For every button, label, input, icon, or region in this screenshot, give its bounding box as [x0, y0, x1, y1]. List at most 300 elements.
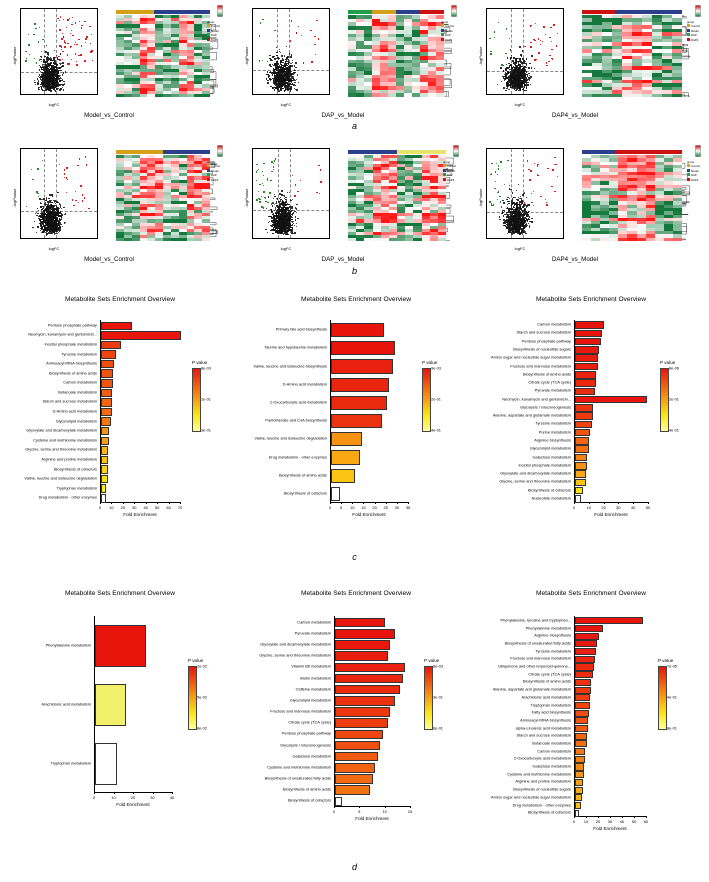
bar [575, 429, 590, 437]
category-label: Butanoate metabolism [532, 740, 571, 746]
chart-title: Metabolite Sets Enrichment Overview [65, 590, 175, 597]
bar [335, 674, 403, 684]
bar [575, 663, 594, 670]
bar [101, 350, 116, 359]
bar [575, 779, 583, 786]
bar [575, 748, 585, 755]
bar [331, 396, 387, 410]
category-label: Amino sugar and nucleotide sugar metabolism [490, 354, 571, 360]
bar [575, 445, 589, 453]
bar [101, 389, 112, 398]
comparison-title-b3: DAP4_vs_Model [551, 256, 599, 263]
category-label: Glycerolipid metabolism [529, 445, 571, 451]
x-tick-label: 40 [143, 505, 148, 510]
category-label: D-Amino acid metabolism [52, 408, 97, 414]
category-label: Biosynthesis of amino acids [278, 472, 327, 478]
bar [575, 787, 583, 794]
heatmap-grid [582, 15, 682, 97]
bar [575, 346, 599, 354]
legend-colorbar [188, 666, 197, 730]
bar [575, 338, 601, 346]
bar [95, 625, 146, 667]
legend-tick: 3e-01 [201, 427, 211, 433]
heatmap-grid [116, 155, 210, 241]
chart-title: Metabolite Sets Enrichment Overview [301, 590, 411, 597]
plot-area [334, 616, 411, 807]
bar [575, 633, 599, 640]
bar [575, 479, 586, 487]
category-label: Pentose phosphate pathway [281, 730, 331, 736]
category-label: Carbon metabolism [537, 321, 571, 327]
bar [331, 432, 362, 446]
category-label: D-Amino acid metabolism [282, 381, 327, 387]
comparison-title-b1: Model_vs_Control [84, 256, 134, 263]
color-key [217, 144, 226, 156]
bar [101, 494, 106, 503]
bar [575, 388, 595, 396]
bar [101, 427, 109, 436]
category-label: Tyrosine metabolism [61, 351, 97, 356]
enrichment-chart-c2 [238, 296, 474, 554]
category-label: Tryptophan metabolism [56, 485, 97, 491]
x-tick-label: 5 [358, 809, 361, 814]
category-label: 2-Oxocarboxylic acid metabolism [513, 755, 571, 761]
bar [331, 341, 395, 355]
bar [335, 730, 383, 740]
category-label: Nucleotide metabolism [531, 495, 571, 501]
legend-tick: 3e-01 [433, 694, 443, 700]
color-key [217, 4, 226, 16]
color-key [695, 144, 704, 156]
bar [101, 369, 113, 378]
bar [575, 404, 593, 412]
bar [575, 617, 643, 624]
group-color-bar [116, 10, 210, 14]
category-label: Citrate cycle (TCA cycle) [528, 379, 571, 385]
plot-frame [486, 148, 564, 239]
category-label: Biosynthesis of amino acids [282, 786, 331, 792]
category-label: Glyoxylate and dicarboxylate metabolism [26, 427, 97, 433]
legend-title: P value [192, 360, 208, 365]
category-label: Tyrosine metabolism [535, 420, 571, 426]
category-label: Carbon metabolism [297, 619, 331, 625]
group-color-bar [348, 10, 444, 14]
x-tick-label: 60 [643, 819, 649, 824]
category-label: Glycolysis / Gluconeogenesis [520, 404, 571, 410]
panel-c [0, 296, 709, 568]
x-axis-label: Fold Enrichment [594, 512, 628, 517]
bar [575, 710, 589, 717]
category-label: Arginine and proline metabolism [41, 456, 97, 462]
legend-tick: 8e-03 [201, 365, 211, 371]
row-b [0, 138, 709, 278]
bar [575, 371, 596, 379]
category-label: Inositol phosphate metabolism [518, 462, 571, 468]
x-tick-label: 20 [372, 505, 377, 510]
category-label: Fructose and mannose metabolism [510, 363, 571, 368]
x-tick-label: 30 [394, 505, 400, 510]
legend-tick: 6e-01 [433, 725, 443, 731]
bar [101, 408, 112, 417]
bar [575, 733, 587, 740]
chart-title: Metabolite Sets Enrichment Overview [301, 296, 411, 303]
bar [575, 763, 584, 770]
x-tick-label: 40 [619, 819, 625, 824]
legend-tick: 1e-01 [201, 396, 211, 402]
axis-label-y: -logPvalue [11, 46, 17, 66]
bar [575, 363, 598, 371]
group-color-bar [116, 150, 210, 154]
category-label: Phenylalanine, tyrosine and tryptophan... [500, 617, 571, 623]
x-tick-label: 0 [572, 505, 576, 510]
bar [101, 484, 106, 493]
bar [335, 685, 400, 695]
bar [575, 794, 582, 801]
x-tick-label: 30 [150, 795, 155, 800]
bar [335, 651, 388, 661]
axis-label-x: logFC [280, 102, 292, 107]
x-tick-label: 0 [328, 505, 332, 510]
category-label: Tryptophan metabolism [50, 760, 91, 766]
bar [331, 469, 355, 483]
panel-label-d: d [351, 862, 357, 872]
bar [575, 810, 579, 817]
category-label: Fatty acid biosynthesis [531, 709, 571, 715]
x-tick-label: 35 [405, 505, 411, 510]
category-label: Purine metabolism [538, 429, 571, 435]
x-tick-label: 0 [572, 819, 576, 824]
axis-label-y: -logPvalue [243, 188, 249, 208]
category-label: Biosynthesis of unsaturated fatty acids [504, 640, 571, 646]
chart-title: Metabolite Sets Enrichment Overview [536, 590, 646, 597]
legend-tick: 5e-02 [197, 694, 207, 700]
volcano-plot-b3 [472, 144, 568, 252]
bar [335, 763, 375, 773]
category-label: Citrate cycle (TCA cycle) [528, 671, 571, 677]
bar [575, 679, 591, 686]
plot-frame [20, 148, 98, 239]
bar [575, 462, 587, 470]
bar [575, 396, 647, 404]
category-label: Biosynthesis of amino acids [522, 371, 571, 377]
heatmap-a1: group Control Model DAP DAP4 [108, 2, 226, 110]
bar [575, 717, 588, 724]
category-label: Biosynthesis of cofactors [527, 809, 571, 815]
category-label: Butanoate metabolism [58, 389, 97, 395]
category-label: Alanine, aspartate and glutamate metabolism [492, 686, 571, 692]
axis-label-y: -logPvalue [11, 188, 17, 208]
legend-title: P value [422, 360, 438, 365]
category-label: Phenylalanine metabolism [45, 642, 91, 648]
plot-area [574, 320, 649, 503]
axis-label-x: logFC [280, 246, 292, 251]
comparison-title-a1: Model_vs_Control [84, 112, 134, 119]
bar [331, 450, 360, 464]
bar [101, 379, 113, 388]
axis-label-y: -logPvalue [477, 188, 483, 208]
bar [101, 322, 132, 331]
legend-title: P value [188, 658, 204, 663]
x-tick-label: 10 [111, 795, 116, 800]
plot-area [330, 320, 409, 503]
x-tick-label: 20 [120, 505, 126, 510]
category-label: Glyoxylate and dicarboxylate metabolism [500, 470, 571, 476]
legend-colorbar [422, 368, 431, 432]
bar [331, 323, 384, 337]
bar [101, 417, 111, 426]
x-tick-label: 20 [595, 819, 601, 824]
category-label: Starch and sucrose metabolism [516, 732, 571, 738]
color-key [695, 4, 704, 16]
x-tick-label: 50 [645, 505, 651, 510]
bar [575, 487, 583, 495]
category-label: Arachidonic acid metabolism [521, 694, 571, 700]
category-label: Pyruvate metabolism [294, 630, 331, 636]
x-axis-label: Fold Enrichment [355, 816, 389, 821]
comparison-title-a2: DAP_vs_Model [321, 112, 365, 119]
bar [101, 398, 112, 407]
category-label: Pantothenate and CoA biosynthesis [265, 417, 327, 423]
legend-tick: 8e-01 [667, 725, 677, 731]
bar [575, 740, 587, 747]
bar [101, 360, 114, 369]
bar [101, 465, 108, 474]
bar [335, 741, 380, 751]
x-axis-label: Fold Enrichment [593, 826, 627, 831]
legend-colorbar [424, 666, 433, 730]
legend-tick: 8e-02 [197, 725, 207, 731]
bar [331, 359, 393, 373]
legend-tick: 7e-06 [667, 663, 677, 669]
category-label: Aminoacyl-tRNA biosynthesis [520, 717, 571, 723]
category-label: Valine, leucine and isoleucine degradation [24, 475, 97, 481]
bar [575, 421, 592, 429]
category-label: Glycine, serine and threonine metabolism [499, 478, 571, 484]
plot-frame [252, 148, 330, 239]
category-label: Glycerolipid metabolism [289, 697, 331, 703]
enrichment-chart-c1 [2, 296, 238, 554]
bar [575, 412, 593, 420]
bar [575, 756, 585, 763]
category-label: Tryptophan metabolism [530, 702, 571, 707]
x-tick-label: 0 [92, 795, 96, 800]
bar [335, 718, 388, 728]
category-label: Carbon metabolism [63, 379, 97, 385]
group-color-bar [582, 150, 682, 154]
bar [335, 618, 385, 628]
category-label: Cysteine and methionine metabolism [507, 771, 571, 777]
bar [575, 648, 596, 655]
category-label: Arginine biosynthesis [534, 632, 571, 638]
category-label: Arachidonic acid metabolism [41, 701, 91, 707]
x-tick-label: 15 [361, 505, 366, 510]
category-label: Galactose metabolism [532, 454, 571, 459]
bar [335, 696, 395, 706]
bar [335, 774, 373, 784]
category-label: Citrate cycle (TCA cycle) [288, 719, 331, 725]
category-label: Arginine and proline metabolism [515, 778, 571, 784]
axis-label-y: -logPvalue [243, 46, 249, 66]
panel-label-a: a [351, 121, 357, 131]
bar [335, 752, 378, 762]
category-label: Biosynthesis of nucleotide sugars [513, 346, 571, 352]
x-tick-label: 40 [169, 795, 175, 800]
bar [575, 656, 595, 663]
category-label: Pentose phosphate pathway [47, 322, 97, 328]
category-label: Alanine, aspartate and glutamate metabolism [492, 412, 571, 418]
category-label: Drug metabolism - other enzymes [512, 802, 571, 807]
enrichment-chart-d2 [238, 590, 474, 862]
bar [331, 487, 340, 501]
enrichment-chart-d1 [2, 590, 238, 862]
category-label: Biotin metabolism [300, 675, 331, 680]
bar [575, 330, 602, 338]
plot-area [574, 616, 647, 817]
category-label: Valine, leucine and isoleucine biosynthesis [253, 363, 327, 368]
x-tick-label: 10 [583, 819, 589, 824]
chart-title: Metabolite Sets Enrichment Overview [536, 296, 646, 303]
bar [575, 771, 584, 778]
x-tick-label: 0 [98, 505, 102, 510]
panel-label-b: b [351, 266, 357, 276]
bar [101, 456, 108, 465]
bar [335, 663, 405, 673]
bar [575, 802, 581, 809]
category-label: Carbon metabolism [537, 748, 571, 754]
x-tick-label: 10 [586, 505, 592, 510]
x-tick-label: 10 [350, 505, 355, 510]
category-label: Cysteine and methionine metabolism [33, 437, 97, 443]
x-tick-label: 10 [382, 809, 387, 814]
category-label: Ubiquinone and other terpenoid-quinone... [498, 663, 571, 669]
axis-label-y: -logPvalue [477, 46, 483, 66]
category-label: Glyoxylate and dicarboxylate metabolism [260, 641, 331, 647]
legend-tick: 4e-01 [431, 427, 441, 433]
category-label: Starch and sucrose metabolism [42, 398, 97, 404]
category-label: Drug metabolism - other enzymes [38, 494, 97, 500]
bar [575, 640, 597, 647]
bar [575, 687, 591, 694]
comparison-title-b2: DAP_vs_Model [321, 256, 365, 263]
bar [101, 475, 108, 484]
panel-d [0, 588, 709, 882]
heatmap-b1: group Control Model DAP DAP4 [108, 142, 226, 254]
bar [101, 446, 108, 455]
category-label: alpha-Linolenic acid metabolism [515, 725, 571, 730]
bar [575, 625, 603, 632]
category-label: Biosynthesis of cofactors [287, 797, 331, 803]
category-label: Glycerolipid metabolism [55, 418, 97, 424]
x-tick-label: 0 [332, 809, 336, 814]
category-label: Primary bile acid biosynthesis [275, 326, 327, 332]
category-label: Glycine, serine and threonine metabolism [25, 446, 97, 452]
plot-area [94, 616, 173, 793]
color-key [453, 144, 462, 156]
legend-tick: 2e-01 [431, 396, 441, 402]
volcano-plot-b2 [238, 144, 334, 252]
heatmap-grid [348, 15, 444, 97]
plot-frame [486, 8, 564, 95]
legend-title: P value [660, 360, 676, 365]
category-label: Fructose and mannose metabolism [510, 655, 571, 661]
category-label: Galactose metabolism [532, 763, 571, 769]
bar [335, 629, 395, 639]
category-label: Arginine biosynthesis [534, 437, 571, 443]
category-label: Tyrosine metabolism [535, 648, 571, 654]
x-tick-label: 20 [601, 505, 606, 510]
x-tick-label: 30 [607, 819, 613, 824]
group-color-bar [348, 150, 446, 154]
bar [101, 331, 181, 340]
x-tick-label: 50 [631, 819, 637, 824]
category-label: Neomycin, kanamycin and gentamicin... [502, 396, 571, 402]
bar [575, 379, 596, 387]
bar [101, 437, 109, 446]
plot-frame [252, 8, 330, 95]
panel-label-c: c [352, 552, 357, 562]
bar [575, 725, 588, 732]
axis-label-x: logFC [514, 246, 526, 251]
axis-label-x: logFC [514, 102, 526, 107]
axis-label-x: logFC [48, 246, 60, 251]
axis-label-x: logFC [48, 102, 60, 107]
category-label: Inositol phosphate metabolism [44, 341, 97, 347]
category-label: Biosynthesis of unsaturated fatty acids [264, 775, 331, 781]
bar [575, 671, 593, 678]
x-tick-label: 30 [132, 505, 137, 510]
category-label: Phenylalanine metabolism [525, 625, 571, 630]
heatmap-b2: group Control Model DAP DAP4 [340, 142, 462, 254]
bar [331, 378, 389, 392]
x-tick-label: 10 [109, 505, 114, 510]
x-tick-label: 15 [407, 809, 413, 814]
x-tick-label: 5 [339, 505, 343, 510]
comparison-title-a3: DAP4_vs_Model [551, 112, 599, 119]
enrichment-chart-c3 [474, 296, 708, 554]
row-a [0, 0, 709, 132]
category-label: Starch and sucrose metabolism [516, 329, 571, 335]
category-label: Drug metabolism - other enzymes [268, 454, 327, 459]
bar [95, 743, 117, 785]
color-key [451, 4, 460, 16]
category-label: Taurine and hypotaurine metabolism [264, 344, 327, 350]
bar [101, 341, 121, 350]
category-label: Cysteine and methionine metabolism [267, 764, 331, 770]
x-tick-label: 30 [616, 505, 621, 510]
bar [575, 470, 586, 478]
category-label: 2-Oxocarboxylic acid metabolism [269, 399, 327, 405]
x-axis-label: Fold Enrichment [116, 802, 150, 807]
category-label: Vitamin B6 metabolism [291, 663, 331, 669]
bar [335, 785, 370, 795]
category-label: Aminoacyl-tRNA biosynthesis [46, 360, 97, 366]
group-color-bar [582, 10, 682, 14]
category-label: Biosynthesis of amino acids [522, 678, 571, 684]
category-label: Caffeine metabolism [295, 686, 331, 692]
category-label: Biosynthesis of cofactors [53, 466, 97, 471]
heatmap-grid [348, 155, 446, 241]
category-label: Galactose metabolism [292, 753, 331, 759]
heatmap-a2: group Control Model DAP DAP4 [340, 2, 460, 110]
legend-colorbar [658, 666, 667, 730]
heatmap-grid [116, 15, 210, 97]
heatmap-a3: group Control Model DAP DAP4 [574, 2, 706, 110]
category-label: Amino sugar and nucleotide sugar metabolism [490, 794, 571, 800]
legend-title: P value [424, 658, 440, 663]
legend-tick: 6e-03 [433, 663, 443, 669]
bar [335, 707, 390, 717]
category-label: Biosynthesis of nucleotide sugars [513, 786, 571, 792]
